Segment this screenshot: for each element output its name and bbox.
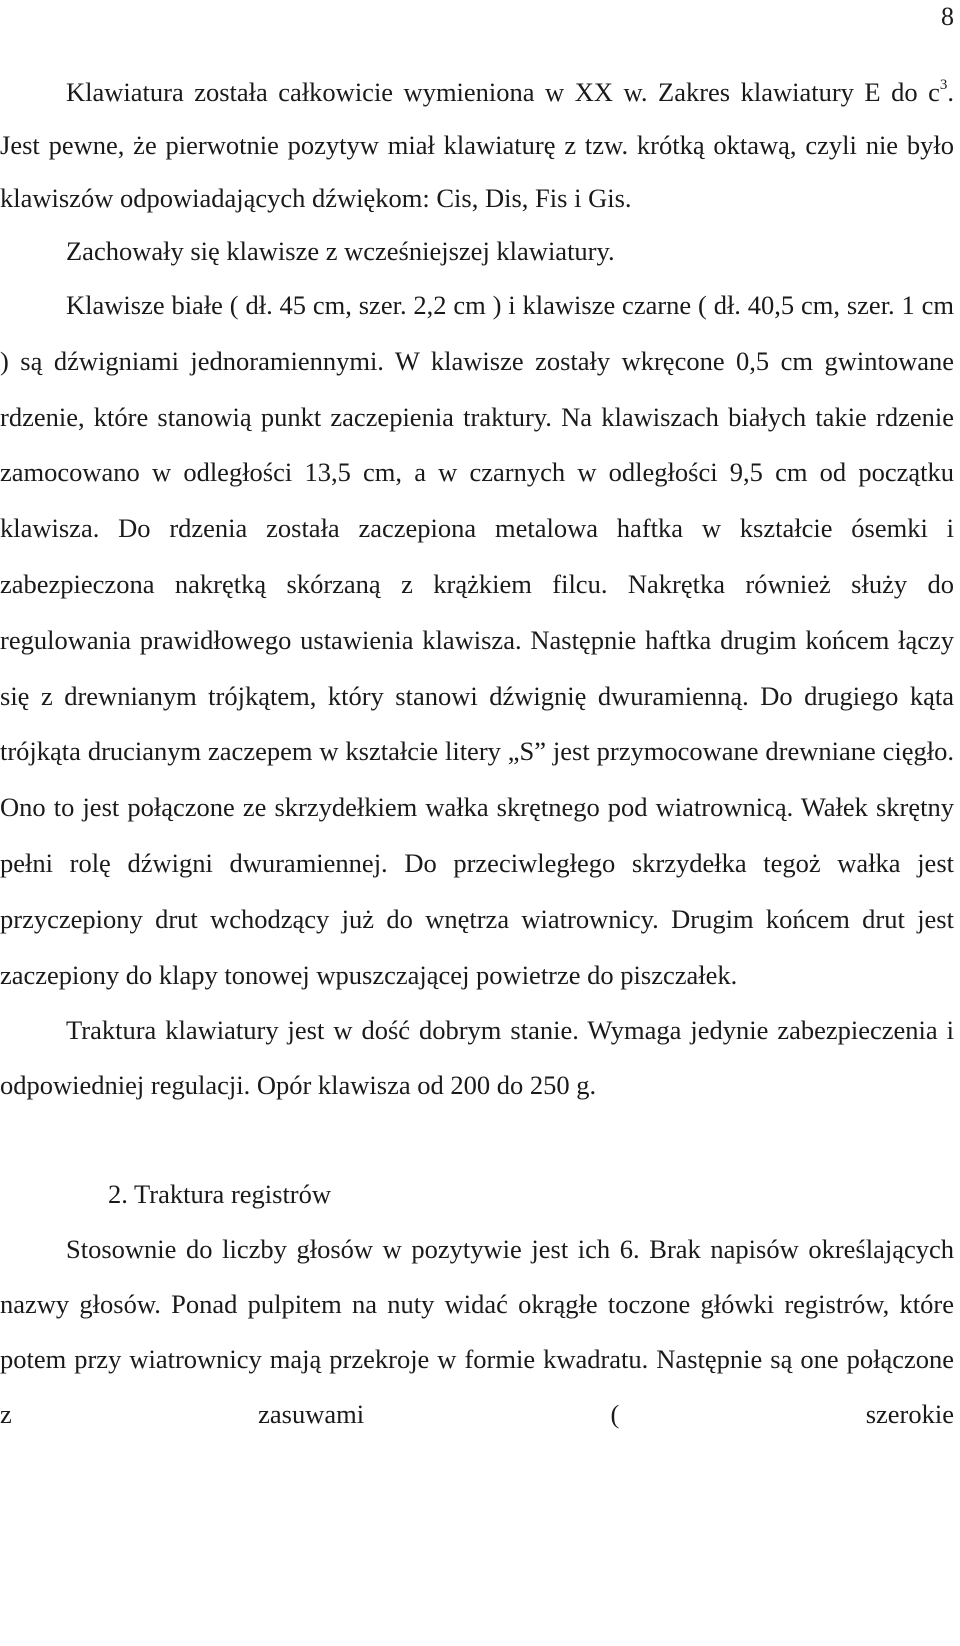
section-heading-stop-action: 2. Traktura registrów <box>108 1179 332 1210</box>
page-number: 8 <box>941 2 954 31</box>
paragraph-key-mechanism: Klawisze białe ( dł. 45 cm, szer. 2,2 cm ) i klawisze czarne ( dł. 40,5 cm, szer. 1 cm ) są dźwigniami jednoramiennymi. W klawisze zostały wkręcone 0,5 cm gwintowane rdzenie, które stanowią punkt zaczepienia traktury. Na klawiszach białych takie rdzenie zamocowano w odległości 13,5 cm, a w czarnych w odległości 9,5 cm od początku klawisza. Do rdzenia została zaczepiona metalowa haftka w kształcie ósemki i zabezpieczona nakrętką skórzaną z krążkiem filcu. Nakrętka również służy do regulowania prawidłowego ustawienia klawisza. Następnie haftka drugim końcem łączy się z drewnianym trójkątem, który stanowi dźwignię dwuramienną. Do drugiego kąta trójkąta drucianym zaczepem w kształcie litery „S” jest przymocowane drewniane cięgło. Ono to jest połączone ze skrzydełkiem wałka skrętnego pod wiatrownicą. Wałek skrętny pełni rolę dźwigni dwuramiennej. Do przeciwległego skrzydełka tegoż wałka jest przyczepiony drut wchodzący już do wnętrza wiatrownicy. Drugim końcem drut jest zaczepiony do klapy tonowej wpuszczającej powietrze do piszczałek. <box>0 290 954 990</box>
paragraph-keyboard-replacement <box>0 66 954 225</box>
paragraph-action-condition: Traktura klawiatury jest w dość dobrym stanie. Wymaga jedynie zabezpieczenia i odpowiedniej regulacji. Opór klawisza od 200 do 250 g. <box>0 1015 954 1101</box>
superscript-octave: 3 <box>939 77 948 93</box>
paragraph-text: Klawiatura została całkowicie wymieniona w XX w. Zakres klawiatury E do c <box>66 77 940 107</box>
document-body <box>0 66 954 1442</box>
paragraph-preserved-keys: Zachowały się klawisze z wcześniejszej klawiatury. <box>66 236 615 266</box>
paragraph-stops: Stosownie do liczby głosów w pozytywie jest ich 6. Brak napisów określających nazwy głosów. Ponad pulpitem na nuty widać okrągłe toczone główki registrów, które potem przy wiatrownicy mają przekroje w formie kwadratu. Następnie są one połączone z zasuwami ( szerokie <box>0 1234 954 1430</box>
paragraph-text-continued: . Jest pewne, że pierwotnie pozytyw miał klawiaturę z tzw. krótką oktawą, czyli nie było klawiszów odpowiadających dźwiękom: Cis, Dis, Fis i Gis. <box>0 77 954 213</box>
